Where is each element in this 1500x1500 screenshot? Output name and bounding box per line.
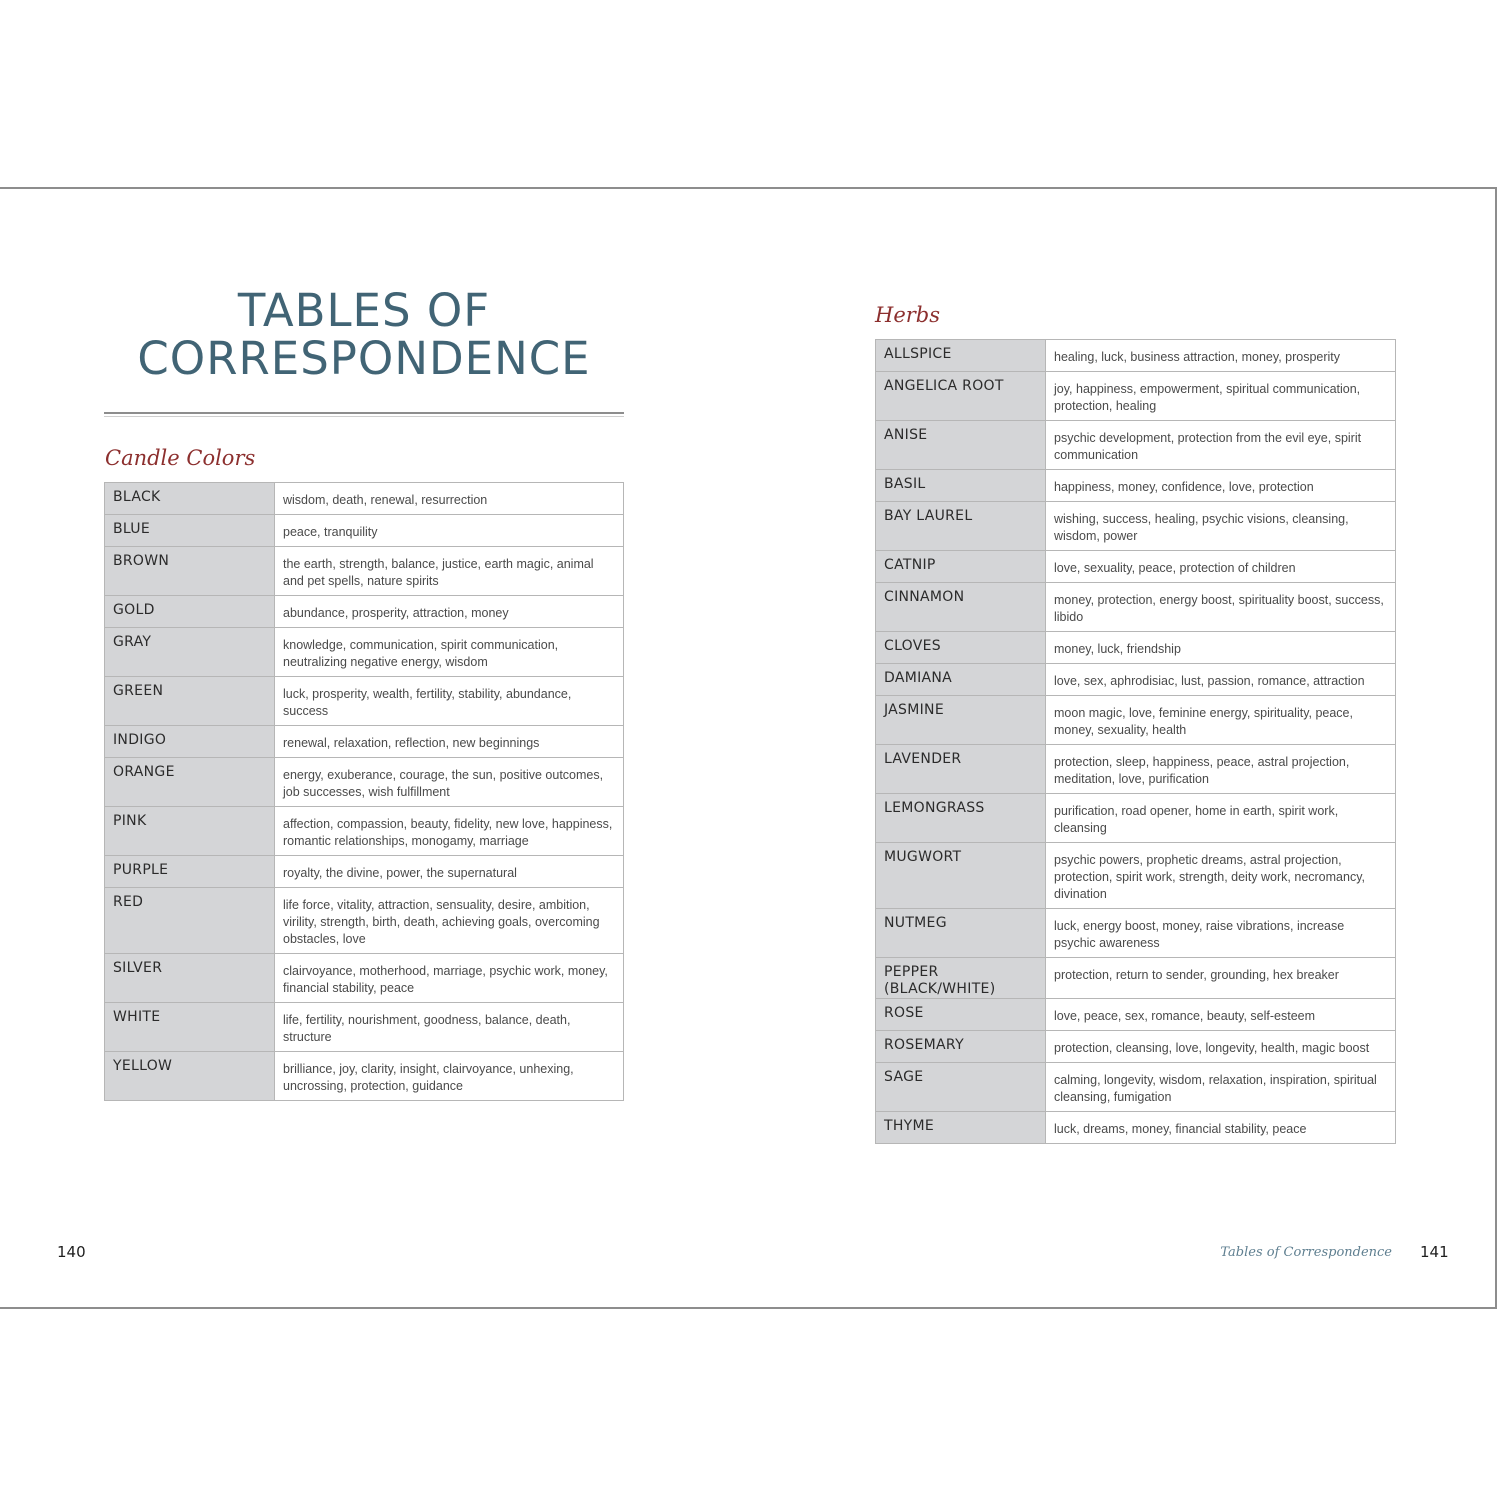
candle-color-row (105, 1052, 624, 1101)
herb-row (876, 909, 1396, 958)
herb-name: NUTMEG (876, 909, 1046, 958)
candle-color-row (105, 677, 624, 726)
herb-row (876, 583, 1396, 632)
candle-color-name: GRAY (105, 628, 275, 677)
candle-color-correspondences: life force, vitality, attraction, sensuality, desire, ambition, virility, strength, birth, death, achieving goals, overcoming obstacles, love (275, 888, 624, 954)
herbs-rows (876, 340, 1396, 1144)
left-page-number: 140 (57, 1243, 86, 1261)
candle-color-name: RED (105, 888, 275, 954)
book-spread (0, 187, 1497, 1309)
herb-correspondences: purification, road opener, home in earth, spirit work, cleansing (1046, 794, 1396, 843)
herb-correspondences: psychic powers, prophetic dreams, astral projection, protection, spirit work, strength, deity work, necromancy, divination (1046, 843, 1396, 909)
candle-color-name: YELLOW (105, 1052, 275, 1101)
herb-name: BASIL (876, 470, 1046, 502)
herb-correspondences: luck, energy boost, money, raise vibrations, increase psychic awareness (1046, 909, 1396, 958)
running-head: Tables of Correspondence (1220, 1245, 1392, 1260)
candle-color-correspondences: wisdom, death, renewal, resurrection (275, 483, 624, 515)
herb-name: CLOVES (876, 632, 1046, 664)
herb-row (876, 502, 1396, 551)
herb-name: DAMIANA (876, 664, 1046, 696)
candle-color-correspondences: clairvoyance, motherhood, marriage, psychic work, money, financial stability, peace (275, 954, 624, 1003)
candle-color-correspondences: affection, compassion, beauty, fidelity, new love, happiness, romantic relationships, monogamy, marriage (275, 807, 624, 856)
candle-colors-table (104, 482, 624, 1101)
herb-row (876, 632, 1396, 664)
herb-name: BAY LAUREL (876, 502, 1046, 551)
candle-color-row (105, 1003, 624, 1052)
candle-color-name: ORANGE (105, 758, 275, 807)
herb-correspondences: money, protection, energy boost, spirituality boost, success, libido (1046, 583, 1396, 632)
candle-color-correspondences: the earth, strength, balance, justice, earth magic, animal and pet spells, nature spirits (275, 547, 624, 596)
herb-name: ROSE (876, 999, 1046, 1031)
herb-row (876, 999, 1396, 1031)
herb-row (876, 696, 1396, 745)
title-line-1: TABLES OF (237, 284, 491, 337)
herb-name: ALLSPICE (876, 340, 1046, 372)
herb-correspondences: wishing, success, healing, psychic visions, cleansing, wisdom, power (1046, 502, 1396, 551)
herb-row (876, 1112, 1396, 1144)
herb-name: LEMONGRASS (876, 794, 1046, 843)
herb-name: CINNAMON (876, 583, 1046, 632)
herb-correspondences: protection, sleep, happiness, peace, astral projection, meditation, love, purification (1046, 745, 1396, 794)
candle-color-correspondences: luck, prosperity, wealth, fertility, stability, abundance, success (275, 677, 624, 726)
title-divider (104, 412, 624, 417)
herbs-table (875, 339, 1396, 1144)
herb-correspondences: love, peace, sex, romance, beauty, self-esteem (1046, 999, 1396, 1031)
herb-name: MUGWORT (876, 843, 1046, 909)
herb-correspondences: happiness, money, confidence, love, protection (1046, 470, 1396, 502)
herb-correspondences: healing, luck, business attraction, money, prosperity (1046, 340, 1396, 372)
herb-correspondences: money, luck, friendship (1046, 632, 1396, 664)
candle-color-row (105, 483, 624, 515)
candle-color-correspondences: renewal, relaxation, reflection, new beginnings (275, 726, 624, 758)
candle-color-row (105, 888, 624, 954)
herb-correspondences: love, sexuality, peace, protection of children (1046, 551, 1396, 583)
herb-correspondences: moon magic, love, feminine energy, spirituality, peace, money, sexuality, health (1046, 696, 1396, 745)
candle-color-correspondences: brilliance, joy, clarity, insight, clairvoyance, unhexing, uncrossing, protection, guidance (275, 1052, 624, 1101)
candle-color-name: SILVER (105, 954, 275, 1003)
candle-color-name: GREEN (105, 677, 275, 726)
herb-row (876, 794, 1396, 843)
herb-name: ANGELICA ROOT (876, 372, 1046, 421)
herb-correspondences: love, sex, aphrodisiac, lust, passion, romance, attraction (1046, 664, 1396, 696)
herb-row (876, 551, 1396, 583)
candle-color-row (105, 596, 624, 628)
page-title (104, 284, 624, 385)
candle-colors-heading: Candle Colors (105, 446, 256, 470)
candle-color-row (105, 726, 624, 758)
candle-color-correspondences: life, fertility, nourishment, goodness, balance, death, structure (275, 1003, 624, 1052)
herb-row (876, 843, 1396, 909)
herb-row (876, 1031, 1396, 1063)
herb-row (876, 664, 1396, 696)
herb-correspondences: protection, return to sender, grounding, hex breaker (1046, 958, 1396, 999)
herb-correspondences: psychic development, protection from the evil eye, spirit communication (1046, 421, 1396, 470)
candle-color-correspondences: abundance, prosperity, attraction, money (275, 596, 624, 628)
herb-name: JASMINE (876, 696, 1046, 745)
candle-color-row (105, 515, 624, 547)
candle-color-name: INDIGO (105, 726, 275, 758)
herb-row (876, 372, 1396, 421)
herb-row (876, 958, 1396, 999)
candle-color-name: PINK (105, 807, 275, 856)
candle-color-row (105, 954, 624, 1003)
candle-colors-rows (105, 483, 624, 1101)
herb-correspondences: protection, cleansing, love, longevity, health, magic boost (1046, 1031, 1396, 1063)
herb-row (876, 470, 1396, 502)
candle-color-correspondences: energy, exuberance, courage, the sun, positive outcomes, job successes, wish fulfillment (275, 758, 624, 807)
herb-row (876, 421, 1396, 470)
candle-color-row (105, 758, 624, 807)
herb-correspondences: calming, longevity, wisdom, relaxation, inspiration, spiritual cleansing, fumigation (1046, 1063, 1396, 1112)
herb-name: ROSEMARY (876, 1031, 1046, 1063)
herb-name: LAVENDER (876, 745, 1046, 794)
herb-correspondences: luck, dreams, money, financial stability, peace (1046, 1112, 1396, 1144)
candle-color-name: WHITE (105, 1003, 275, 1052)
right-page-number: 141 (1420, 1243, 1449, 1261)
herb-row (876, 1063, 1396, 1112)
candle-color-row (105, 547, 624, 596)
herb-name: SAGE (876, 1063, 1046, 1112)
candle-color-correspondences: knowledge, communication, spirit communication, neutralizing negative energy, wisdom (275, 628, 624, 677)
herb-row (876, 340, 1396, 372)
herb-name: ANISE (876, 421, 1046, 470)
candle-color-row (105, 628, 624, 677)
herb-correspondences: joy, happiness, empowerment, spiritual communication, protection, healing (1046, 372, 1396, 421)
herbs-heading: Herbs (875, 303, 940, 327)
herb-name: PEPPER (BLACK/WHITE) (876, 958, 1046, 999)
herb-name: THYME (876, 1112, 1046, 1144)
candle-color-name: BLACK (105, 483, 275, 515)
candle-color-name: GOLD (105, 596, 275, 628)
herb-name: CATNIP (876, 551, 1046, 583)
candle-color-name: BLUE (105, 515, 275, 547)
candle-color-correspondences: peace, tranquility (275, 515, 624, 547)
candle-color-row (105, 856, 624, 888)
herb-row (876, 745, 1396, 794)
candle-color-row (105, 807, 624, 856)
candle-color-name: PURPLE (105, 856, 275, 888)
candle-color-name: BROWN (105, 547, 275, 596)
title-line-2: CORRESPONDENCE (137, 332, 591, 385)
candle-color-correspondences: royalty, the divine, power, the supernatural (275, 856, 624, 888)
